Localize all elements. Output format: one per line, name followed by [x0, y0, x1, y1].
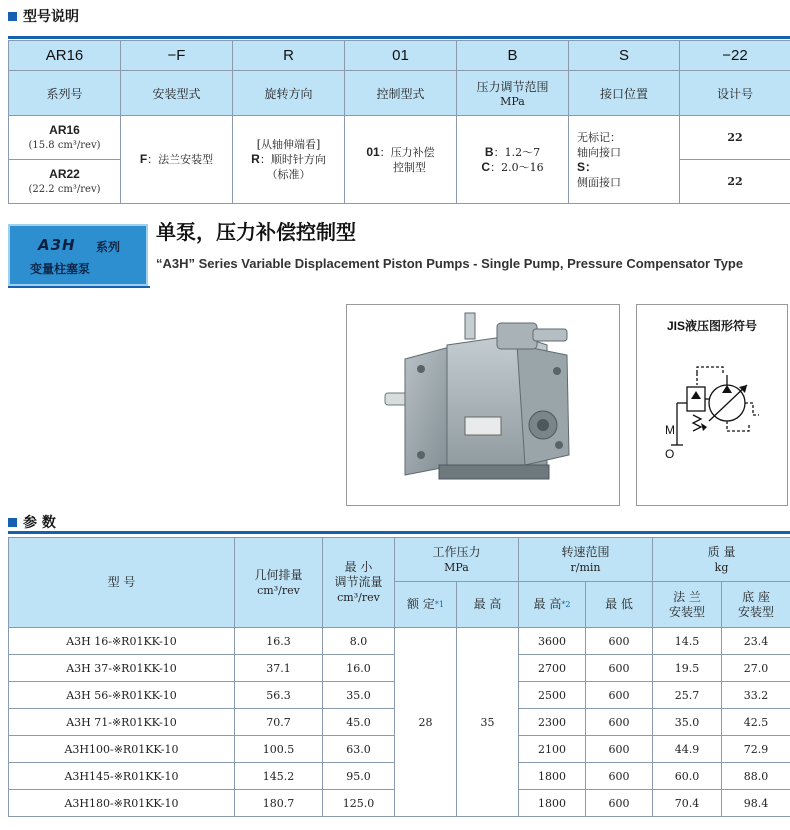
- label-cell: 设计号: [680, 71, 790, 116]
- col-foot: [722, 582, 790, 628]
- label-cell: 安装型式: [121, 71, 233, 116]
- cell-minflow: 8.0: [323, 628, 395, 655]
- cell-max-pressure: 35: [457, 628, 519, 817]
- badge-subtitle: 变量柱塞泵: [30, 262, 91, 276]
- series-disp: (15.8 cm³/rev): [28, 139, 101, 151]
- square-bullet-icon: [8, 12, 17, 21]
- col-smax: [519, 582, 586, 628]
- cell-flange: 25.7: [653, 682, 722, 709]
- port-side: 侧面接口: [577, 175, 621, 189]
- control-text2: 控制型: [393, 160, 426, 174]
- page-title: 单泵，压力补偿控制型: [156, 220, 356, 244]
- code-cell: 01: [345, 41, 457, 71]
- series-cell: [9, 116, 121, 160]
- cell-foot: 27.0: [722, 655, 790, 682]
- header-row: [9, 538, 790, 582]
- section-heading-model: [8, 6, 79, 26]
- option-row: [9, 116, 790, 160]
- col-pmax: 最 高: [457, 582, 519, 628]
- code-cell: S: [569, 41, 680, 71]
- cell-flange: 70.4: [653, 790, 722, 817]
- cell-model: A3H 71-※R01KK-10: [9, 709, 235, 736]
- cell-rated-pressure: 28: [395, 628, 457, 817]
- col-pressure: [395, 538, 519, 582]
- cell-foot: 98.4: [722, 790, 790, 817]
- col-speed-unit: r/min: [570, 560, 601, 574]
- port-none: 无标记：: [577, 130, 621, 144]
- col-model: 型 号: [9, 538, 235, 628]
- col-mass-label: 质 量: [707, 544, 736, 559]
- code-row: [9, 41, 790, 71]
- col-disp-label: 几何排量: [254, 567, 303, 582]
- pressure-code-c: C: [481, 159, 491, 174]
- code-cell: R: [233, 41, 345, 71]
- port-s: S：: [577, 159, 598, 174]
- cell-disp: 70.7: [235, 709, 323, 736]
- cell-foot: 42.5: [722, 709, 790, 736]
- cell-smax: 3600: [519, 628, 586, 655]
- rotation-text: ：顺时针方向: [259, 153, 326, 166]
- pressure-cell: [457, 116, 569, 204]
- cell-model: A3H 37-※R01KK-10: [9, 655, 235, 682]
- code-cell: −F: [121, 41, 233, 71]
- col-mass: [653, 538, 790, 582]
- cell-minflow: 35.0: [323, 682, 395, 709]
- cell-disp: 100.5: [235, 736, 323, 763]
- series-name: AR16: [49, 122, 80, 137]
- port-axial: 轴向接口: [577, 145, 621, 159]
- cell-smax: 2500: [519, 682, 586, 709]
- cell-disp: 16.3: [235, 628, 323, 655]
- label-row: [9, 71, 790, 116]
- col-pressure-label: 工作压力: [432, 544, 481, 559]
- col-rated: [395, 582, 457, 628]
- code-cell: AR16: [9, 41, 121, 71]
- series-cell: [9, 160, 121, 204]
- cell-disp: 145.2: [235, 763, 323, 790]
- series-name: AR22: [49, 166, 80, 181]
- cell-smin: 600: [586, 655, 653, 682]
- footnote-mark: *1: [434, 600, 444, 609]
- mount-text: ：法兰安装型: [147, 153, 214, 166]
- cell-smax: 1800: [519, 763, 586, 790]
- divider: [8, 531, 790, 534]
- mount-cell: [121, 116, 233, 204]
- control-cell: [345, 116, 457, 204]
- col-minflow: [323, 538, 395, 628]
- cell-disp: 37.1: [235, 655, 323, 682]
- cell-smin: 600: [586, 790, 653, 817]
- cell-flange: 35.0: [653, 709, 722, 736]
- cell-smin: 600: [586, 682, 653, 709]
- cell-smax: 2100: [519, 736, 586, 763]
- label-cell: 系列号: [9, 71, 121, 116]
- cell-minflow: 45.0: [323, 709, 395, 736]
- page-subtitle: “A3H” Series Variable Displacement Piston Pumps - Single Pump, Pressure Compensator Type: [156, 256, 744, 271]
- jis-title: JIS液压图形符号: [666, 319, 757, 333]
- pressure-code-b: B: [484, 144, 494, 159]
- cell-smin: 600: [586, 736, 653, 763]
- cell-foot: 23.4: [722, 628, 790, 655]
- cell-smax: 2700: [519, 655, 586, 682]
- cell-minflow: 125.0: [323, 790, 395, 817]
- col-mass-unit: kg: [714, 560, 729, 574]
- product-photo: [346, 304, 620, 506]
- port-cell: [569, 116, 680, 204]
- table-row: [9, 628, 790, 655]
- rotation-code: R: [251, 152, 260, 166]
- design-cell: 22: [680, 160, 790, 204]
- cell-minflow: 63.0: [323, 736, 395, 763]
- col-pressure-unit: MPa: [444, 560, 469, 574]
- pump-image: [347, 305, 619, 505]
- mount-code: F: [139, 152, 148, 166]
- cell-model: A3H145-※R01KK-10: [9, 763, 235, 790]
- cell-model: A3H100-※R01KK-10: [9, 736, 235, 763]
- rotation-cell: [233, 116, 345, 204]
- cell-disp: 56.3: [235, 682, 323, 709]
- col-disp-unit: cm³/rev: [257, 583, 300, 597]
- cell-model: A3H 16-※R01KK-10: [9, 628, 235, 655]
- label-cell: 控制型式: [345, 71, 457, 116]
- section-title: 型号说明: [23, 9, 79, 25]
- series-badge: [8, 224, 148, 286]
- control-code: 01: [366, 144, 380, 159]
- label-cell: 接口位置: [569, 71, 680, 116]
- col-minflow-unit: cm³/rev: [337, 591, 380, 604]
- design-cell: 22: [680, 116, 790, 160]
- cell-smax: 2300: [519, 709, 586, 736]
- divider: [8, 286, 150, 288]
- col-flange-1: 法 兰: [673, 589, 701, 604]
- col-minflow-label2: 调节流量: [334, 575, 383, 589]
- cell-smin: 600: [586, 628, 653, 655]
- pressure-range-b: ：1.2～7: [493, 145, 541, 159]
- cell-flange: 44.9: [653, 736, 722, 763]
- model-code-table: [8, 40, 790, 204]
- cell-foot: 72.9: [722, 736, 790, 763]
- cell-disp: 180.7: [235, 790, 323, 817]
- control-text: ：压力补偿: [379, 145, 435, 159]
- col-foot-1: 底 座: [742, 589, 770, 604]
- cell-flange: 14.5: [653, 628, 722, 655]
- cell-flange: 60.0: [653, 763, 722, 790]
- cell-model: A3H180-※R01KK-10: [9, 790, 235, 817]
- col-flange: [653, 582, 722, 628]
- square-bullet-icon: [8, 518, 17, 527]
- cell-foot: 88.0: [722, 763, 790, 790]
- col-smin: 最 低: [586, 582, 653, 628]
- pressure-range-c: ：2.0～16: [490, 160, 544, 174]
- rotation-std: （标准）: [266, 168, 311, 181]
- badge-series-word: 系列: [96, 240, 121, 254]
- divider: [8, 36, 790, 39]
- code-cell: B: [457, 41, 569, 71]
- cell-minflow: 95.0: [323, 763, 395, 790]
- footnote-mark: *2: [561, 600, 571, 609]
- unit-text: MPa: [500, 95, 525, 108]
- rotation-note: [从轴伸端看]: [256, 138, 321, 151]
- label-o: O: [665, 447, 675, 461]
- cell-minflow: 16.0: [323, 655, 395, 682]
- label-text: 压力调节范围: [476, 80, 549, 94]
- label-m: M: [665, 423, 675, 437]
- col-foot-2: 安装型: [738, 604, 775, 619]
- cell-flange: 19.5: [653, 655, 722, 682]
- jis-symbol-box: [636, 304, 788, 506]
- series-disp: (22.2 cm³/rev): [28, 183, 101, 195]
- cell-foot: 33.2: [722, 682, 790, 709]
- col-speed-label: 转速范围: [561, 544, 610, 559]
- section-title: 参 数: [23, 515, 56, 531]
- col-minflow-label1: 最 小: [344, 560, 373, 574]
- col-speed: [519, 538, 653, 582]
- a3h-logo: A3H: [38, 236, 76, 254]
- code-cell: −22: [680, 41, 790, 71]
- col-rated-label: 额 定: [407, 597, 435, 611]
- cell-smin: 600: [586, 709, 653, 736]
- specs-table: [8, 537, 790, 817]
- label-cell: [457, 71, 569, 116]
- cell-model: A3H 56-※R01KK-10: [9, 682, 235, 709]
- cell-smin: 600: [586, 763, 653, 790]
- col-flange-2: 安装型: [669, 604, 706, 619]
- col-smax-label: 最 高: [533, 597, 562, 611]
- col-disp: [235, 538, 323, 628]
- cell-smax: 1800: [519, 790, 586, 817]
- section-heading-specs: [8, 512, 56, 532]
- label-cell: 旋转方向: [233, 71, 345, 116]
